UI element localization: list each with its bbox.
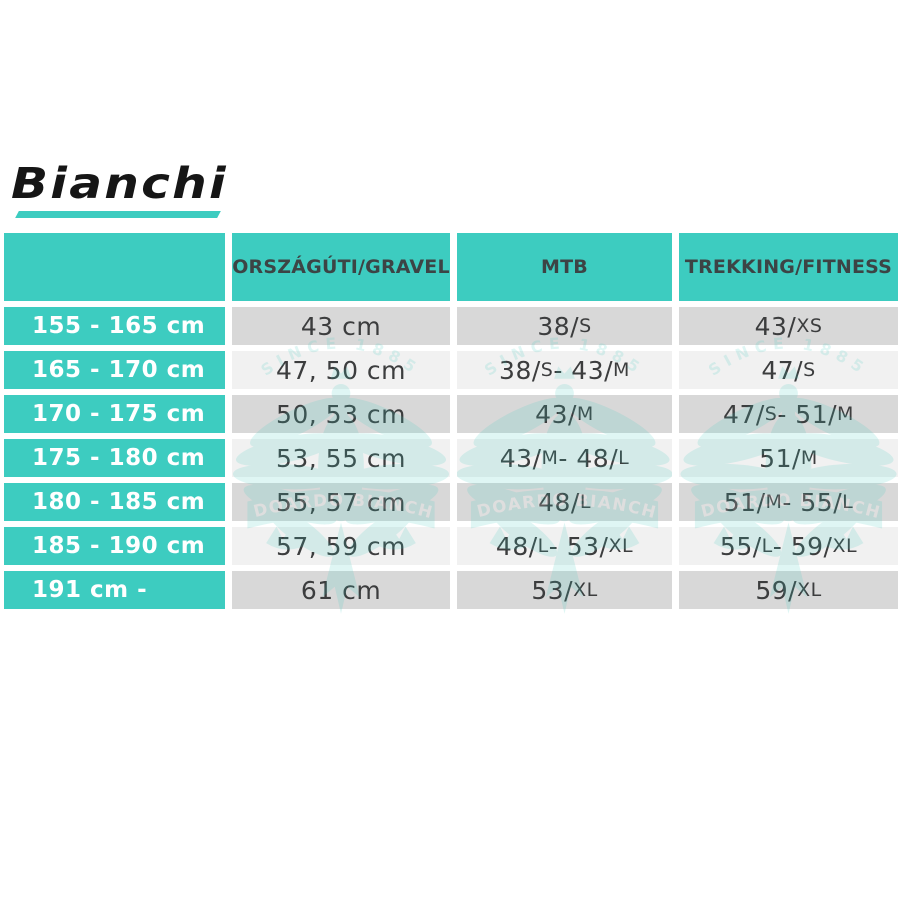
header-cell-road-gravel: ORSZÁGÚTI/GRAVEL: [232, 233, 450, 301]
mtb-size-cell: 48/ L - 53/ XL: [457, 527, 672, 565]
road-gravel-size-cell: 55, 57 cm: [232, 483, 450, 521]
height-range-cell: 191 cm -: [4, 571, 225, 609]
road-gravel-size-cell: 57, 59 cm: [232, 527, 450, 565]
logo-underline: [15, 211, 221, 218]
road-gravel-size-cell: 53, 55 cm: [232, 439, 450, 477]
mtb-size-cell: 43/ M: [457, 395, 672, 433]
road-gravel-size-cell: 43 cm: [232, 307, 450, 345]
trekking-fitness-size-cell: 43/ XS: [679, 307, 898, 345]
mtb-size-cell: 38/ S: [457, 307, 672, 345]
bianchi-logo: [11, 159, 228, 218]
road-gravel-size-cell: 61 cm: [232, 571, 450, 609]
mtb-size-cell: 38/ S - 43/ M: [457, 351, 672, 389]
trekking-fitness-size-cell: 51/ M - 55/ L: [679, 483, 898, 521]
road-gravel-size-cell: 50, 53 cm: [232, 395, 450, 433]
trekking-fitness-size-cell: 47/ S: [679, 351, 898, 389]
size-chart-table: [4, 233, 898, 609]
trekking-fitness-size-cell: 51/ M: [679, 439, 898, 477]
height-range-cell: 185 - 190 cm: [4, 527, 225, 565]
height-range-cell: 175 - 180 cm: [4, 439, 225, 477]
mtb-size-cell: 53/ XL: [457, 571, 672, 609]
trekking-fitness-size-cell: 59/ XL: [679, 571, 898, 609]
mtb-size-cell: 48/ L: [457, 483, 672, 521]
header-cell-trekking-fitness: TREKKING/FITNESS: [679, 233, 898, 301]
bianchi-logo-text: Bianchi: [11, 159, 228, 209]
header-cell-mtb: MTB: [457, 233, 672, 301]
trekking-fitness-size-cell: 47/ S - 51/ M: [679, 395, 898, 433]
height-range-cell: 170 - 175 cm: [4, 395, 225, 433]
header-cell-empty: [4, 233, 225, 301]
height-range-cell: 165 - 170 cm: [4, 351, 225, 389]
mtb-size-cell: 43/ M - 48/ L: [457, 439, 672, 477]
height-range-cell: 155 - 165 cm: [4, 307, 225, 345]
height-range-cell: 180 - 185 cm: [4, 483, 225, 521]
road-gravel-size-cell: 47, 50 cm: [232, 351, 450, 389]
trekking-fitness-size-cell: 55/ L - 59/ XL: [679, 527, 898, 565]
